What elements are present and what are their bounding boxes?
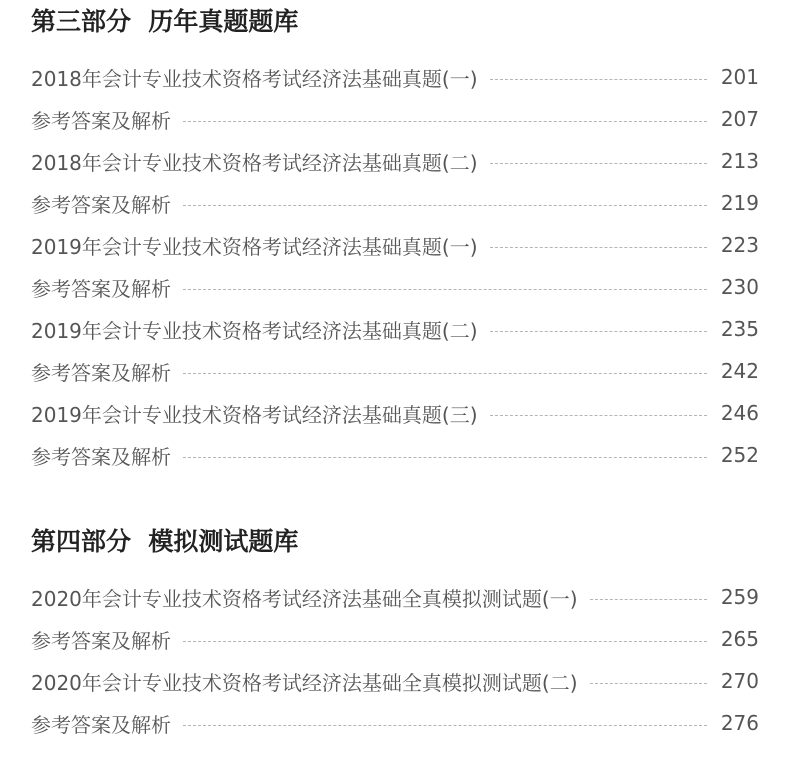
toc-entry-label: 2020年会计专业技术资格考试经济法基础全真模拟测试题(二) [31,670,578,695]
toc-entry-page: 230 [720,275,759,299]
toc-entry-page: 207 [720,107,759,131]
dotted-leader [183,456,707,458]
dotted-leader [490,78,707,80]
toc-entry[interactable] [31,140,759,182]
toc-entry-label: 参考答案及解析 [31,192,171,217]
dotted-leader [490,330,707,332]
toc-entry-page: 219 [720,191,759,215]
section-title: 第四部分 模拟测试题库 [31,527,299,556]
dotted-leader [183,724,707,726]
dotted-leader [590,598,707,600]
toc-entry-label: 2019年会计专业技术资格考试经济法基础真题(一) [31,234,478,259]
toc-entry-label: 2018年会计专业技术资格考试经济法基础真题(一) [31,66,478,91]
toc-entry[interactable] [31,56,759,98]
toc-entry-page: 223 [720,233,759,257]
toc-entry-page: 276 [720,711,759,735]
toc-entry-page: 201 [720,65,759,89]
dotted-leader [183,120,707,122]
toc-entry-page: 270 [720,669,759,693]
toc-entry-label: 2020年会计专业技术资格考试经济法基础全真模拟测试题(一) [31,586,578,611]
toc-entry-label: 参考答案及解析 [31,712,171,737]
dotted-leader [183,372,707,374]
toc-entry-page: 265 [720,627,759,651]
toc-entry[interactable] [31,702,759,744]
toc-entry-label: 参考答案及解析 [31,628,171,653]
toc-entry[interactable] [31,576,759,618]
toc-entry-label: 2018年会计专业技术资格考试经济法基础真题(二) [31,150,478,175]
toc-entry-page: 242 [720,359,759,383]
toc-entry[interactable] [31,618,759,660]
toc-entry[interactable] [31,266,759,308]
toc-entry[interactable] [31,660,759,702]
toc-entry-page: 259 [720,585,759,609]
dotted-leader [590,682,707,684]
dotted-leader [183,288,707,290]
toc-entry[interactable] [31,350,759,392]
toc-entry[interactable] [31,224,759,266]
toc-entry-page: 246 [720,401,759,425]
toc-entry[interactable] [31,98,759,140]
dotted-leader [490,162,707,164]
toc-entry-label: 参考答案及解析 [31,360,171,385]
toc-entry-label: 参考答案及解析 [31,276,171,301]
toc-entry[interactable] [31,308,759,350]
toc-entry-label: 2019年会计专业技术资格考试经济法基础真题(二) [31,318,478,343]
dotted-leader [490,246,707,248]
toc-entry-label: 2019年会计专业技术资格考试经济法基础真题(三) [31,402,478,427]
toc-list [31,576,759,744]
section-part-three [31,0,759,476]
dotted-leader [490,414,707,416]
section-title: 第三部分 历年真题题库 [31,7,299,36]
toc-entry-page: 235 [720,317,759,341]
section-part-four [31,528,759,744]
toc-entry-page: 213 [720,149,759,173]
toc-entry[interactable] [31,182,759,224]
toc-entry-label: 参考答案及解析 [31,444,171,469]
dotted-leader [183,640,707,642]
toc-list [31,56,759,476]
toc-entry[interactable] [31,392,759,434]
toc-entry[interactable] [31,434,759,476]
toc-entry-page: 252 [720,443,759,467]
dotted-leader [183,204,707,206]
toc-entry-label: 参考答案及解析 [31,108,171,133]
